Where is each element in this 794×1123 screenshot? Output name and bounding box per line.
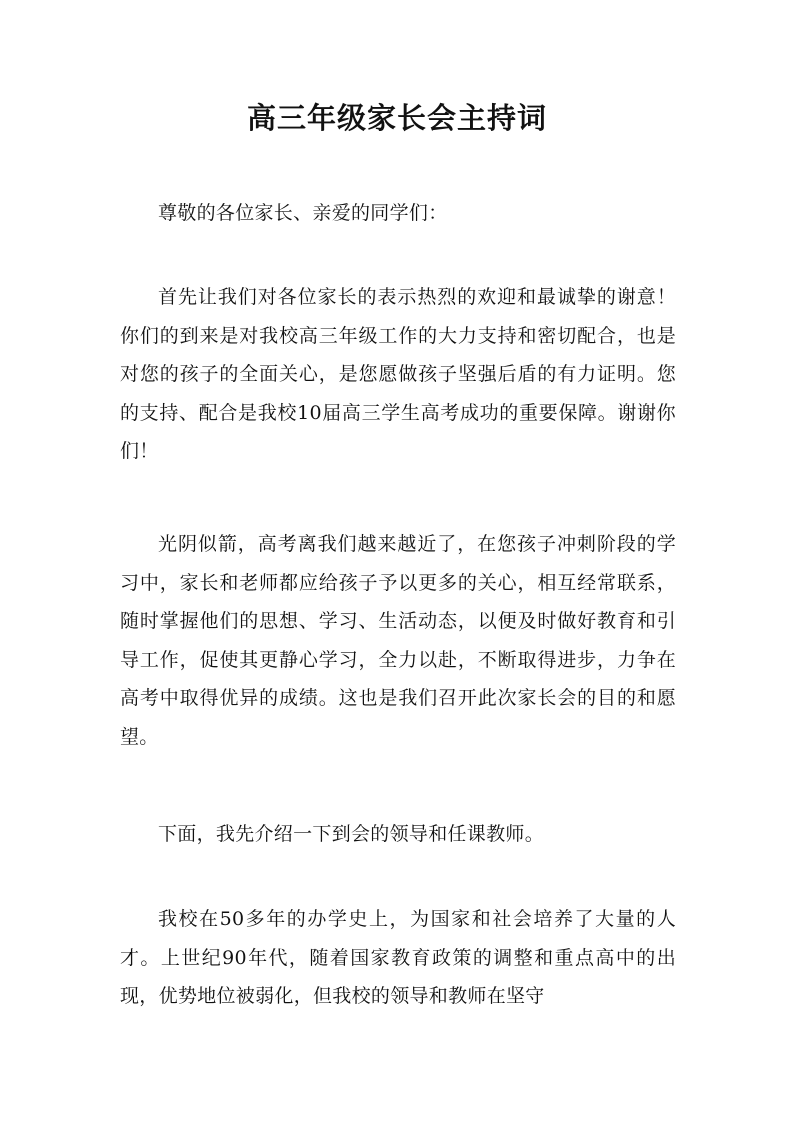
body-paragraph-exam-preparation: 光阴似箭，高考离我们越来越近了，在您孩子冲刺阶段的学习中，家长和老师都应给孩子予以更多的关心，相互经常联系，随时掌握他们的思想、学习、生活动态，以便及时做好教育和引导工作，促使其更静心学习，全力以赴，不断取得进步，力争在高考中取得优异的成绩。这也是我们召开此次家长会的目的和愿望。 bbox=[120, 533, 676, 748]
body-paragraph-welcome: 首先让我们对各位家长的表示热烈的欢迎和最诚挚的谢意！你们的到来是对我校高三年级工作的大力支持和密切配合，也是对您的孩子的全面关心，是您愿做孩子坚强后盾的有力证明。您的支持、配合是我校10届高三学生高考成功的重要保障。谢谢你们！ bbox=[120, 286, 676, 462]
document-title: 高三年级家长会主持词 bbox=[246, 101, 547, 135]
greeting-paragraph: 尊敬的各位家长、亲爱的同学们： bbox=[158, 202, 448, 224]
body-paragraph-introduction: 下面，我先介绍一下到会的领导和任课教师。 bbox=[158, 823, 545, 845]
body-paragraph-school-history: 我校在50多年的办学史上，为国家和社会培养了大量的人才。上世纪90年代，随着国家教育政策的调整和重点高中的出现，优势地位被弱化，但我校的领导和教师在坚守 bbox=[120, 908, 676, 1007]
